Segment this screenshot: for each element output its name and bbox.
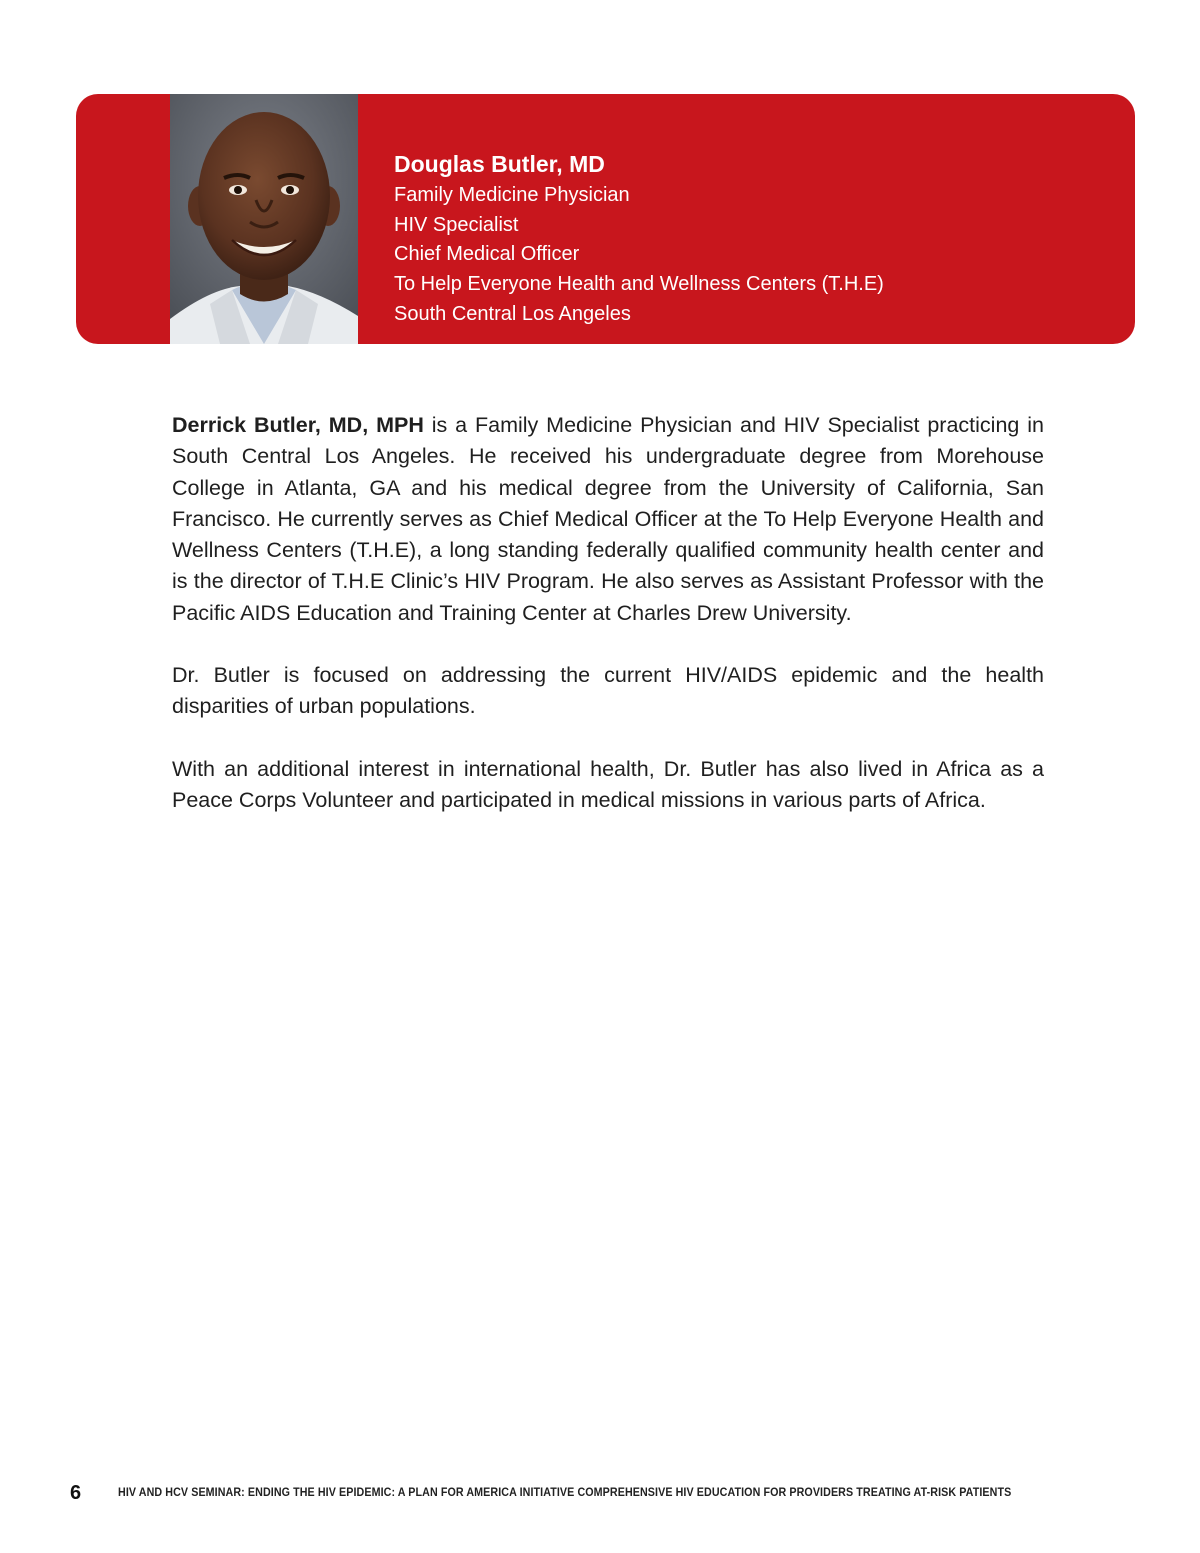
speaker-title-1: Family Medicine Physician — [394, 184, 630, 206]
page-number: 6 — [70, 1482, 82, 1504]
speaker-portrait-image — [170, 94, 358, 344]
speaker-name: Douglas Butler, MD — [394, 151, 605, 177]
speaker-title-2: HIV Specialist — [394, 213, 519, 236]
page-footer — [70, 1481, 1140, 1505]
bio-paragraph-2: Dr. Butler is focused on addressing the current HIV/AIDS epidemic and the health disparities of urban populations. — [172, 663, 1044, 719]
bio-paragraph-1 — [172, 410, 1044, 629]
speaker-photo — [170, 94, 358, 344]
speaker-info — [394, 149, 884, 330]
bio-lead-name: Derrick Butler, MD, MPH — [172, 413, 424, 437]
speaker-title-4: To Help Everyone Health and Wellness Centers (T.H.E) — [394, 273, 884, 296]
running-title: HIV AND HCV SEMINAR: ENDING THE HIV EPIDEMIC: A PLAN FOR AMERICA INITIATIVE COMPREHENSIVE HIV EDUCATION FOR PROVIDERS TREATING AT-RISK PATIENTS — [118, 1487, 1012, 1499]
biography — [172, 410, 1044, 847]
speaker-banner — [76, 94, 1135, 344]
bio-paragraph-1-text: is a Family Medicine Physician and HIV Specialist practicing in South Central Los Angeles. He received his undergraduate degree from Morehouse College in Atlanta, GA and his medical degree from the University of California, San Francisco. He currently serves as Chief Medical Officer at the To Help Everyone Health and Wellness Centers (T.H.E), a long standing federally qualified community health center and is the director of T.H.E Clinic’s HIV Program. He also serves as Assistant Professor with the Pacific AIDS Education and Training Center at Charles Drew University. — [172, 413, 1044, 625]
bio-paragraph-3: With an additional interest in international health, Dr. Butler has also lived in Africa as a Peace Corps Volunteer and participated in medical missions in various parts of Africa. — [172, 756, 1044, 812]
speaker-title-5: South Central Los Angeles — [394, 302, 631, 325]
speaker-title-3: Chief Medical Officer — [394, 243, 580, 266]
